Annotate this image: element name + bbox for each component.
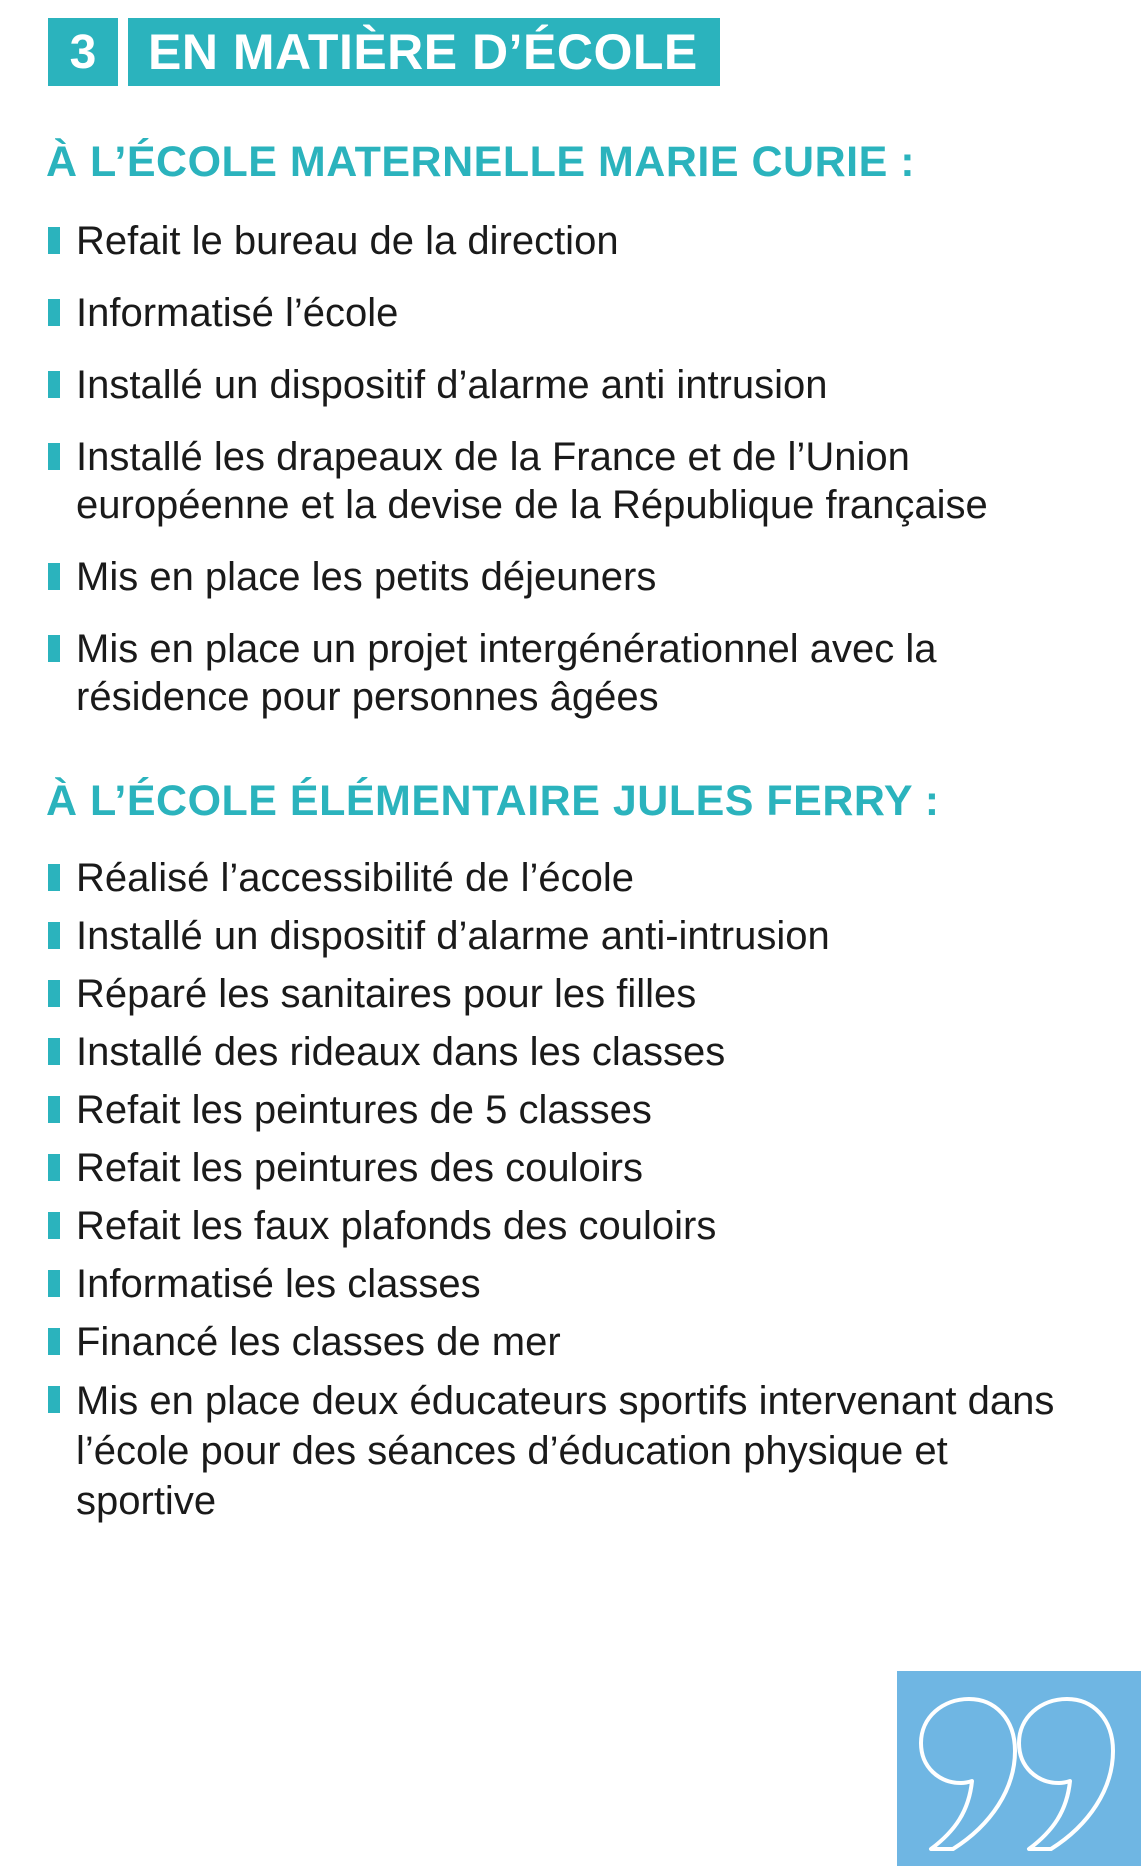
item-text: Mis en place un projet intergénérationnel avec la résidence pour personnes âgées	[76, 627, 937, 719]
bullet-marker	[48, 1212, 60, 1239]
list-item	[48, 553, 1048, 601]
item-text: Mis en place deux éducateurs sportifs intervenant dans l’école pour des séances d’éducation physique et sportive	[76, 1379, 1055, 1523]
quote-decoration	[897, 1671, 1141, 1866]
item-text: Refait les faux plafonds des couloirs	[76, 1204, 717, 1248]
list-item	[48, 361, 1048, 409]
bullet-marker	[48, 1386, 60, 1413]
list-item	[48, 1260, 1078, 1308]
bullet-marker	[48, 1096, 60, 1123]
list-item	[48, 912, 1078, 960]
list-item	[48, 1318, 1078, 1366]
bullet-marker	[48, 864, 60, 891]
list-item	[48, 1028, 1078, 1076]
list-item	[48, 433, 1048, 529]
item-text: Installé un dispositif d’alarme anti-intrusion	[76, 914, 830, 958]
list-item	[48, 1144, 1078, 1192]
bullet-marker	[48, 1328, 60, 1355]
bullet-marker	[48, 1270, 60, 1297]
item-text: Mis en place les petits déjeuners	[76, 555, 657, 599]
bullet-marker	[48, 227, 60, 254]
school-title-maternelle: À L’ÉCOLE MATERNELLE MARIE CURIE :	[46, 138, 916, 186]
bullet-marker	[48, 980, 60, 1007]
item-list-maternelle	[48, 217, 1048, 745]
list-item	[48, 1086, 1078, 1134]
item-list-elementaire	[48, 854, 1078, 1536]
bullet-marker	[48, 299, 60, 326]
list-item	[48, 970, 1078, 1018]
list-item	[48, 625, 1048, 721]
item-text: Installé les drapeaux de la France et de l’Union européenne et la devise de la République française	[76, 435, 988, 527]
section-heading: EN MATIÈRE D’ÉCOLE	[128, 18, 720, 86]
list-item	[48, 1202, 1078, 1250]
bullet-marker	[48, 563, 60, 590]
item-text: Réalisé l’accessibilité de l’école	[76, 856, 635, 900]
section-number: 3	[48, 18, 118, 86]
item-text: Informatisé l’école	[76, 291, 399, 335]
closing-quote-icon	[897, 1671, 1141, 1866]
list-item	[48, 289, 1048, 337]
bullet-marker	[48, 443, 60, 470]
bullet-marker	[48, 1038, 60, 1065]
list-item	[48, 217, 1048, 265]
item-text: Informatisé les classes	[76, 1262, 481, 1306]
item-text: Financé les classes de mer	[76, 1320, 561, 1364]
item-text: Réparé les sanitaires pour les filles	[76, 972, 697, 1016]
item-text: Refait les peintures des couloirs	[76, 1146, 643, 1190]
item-text: Refait le bureau de la direction	[76, 219, 619, 263]
section-header	[48, 18, 720, 86]
list-item	[48, 854, 1078, 902]
item-text: Refait les peintures de 5 classes	[76, 1088, 652, 1132]
item-text: Installé des rideaux dans les classes	[76, 1030, 726, 1074]
list-item	[48, 1376, 1078, 1526]
bullet-marker	[48, 635, 60, 662]
bullet-marker	[48, 371, 60, 398]
bullet-marker	[48, 922, 60, 949]
item-text: Installé un dispositif d’alarme anti intrusion	[76, 363, 828, 407]
bullet-marker	[48, 1154, 60, 1181]
school-title-elementaire: À L’ÉCOLE ÉLÉMENTAIRE JULES FERRY :	[46, 777, 940, 825]
